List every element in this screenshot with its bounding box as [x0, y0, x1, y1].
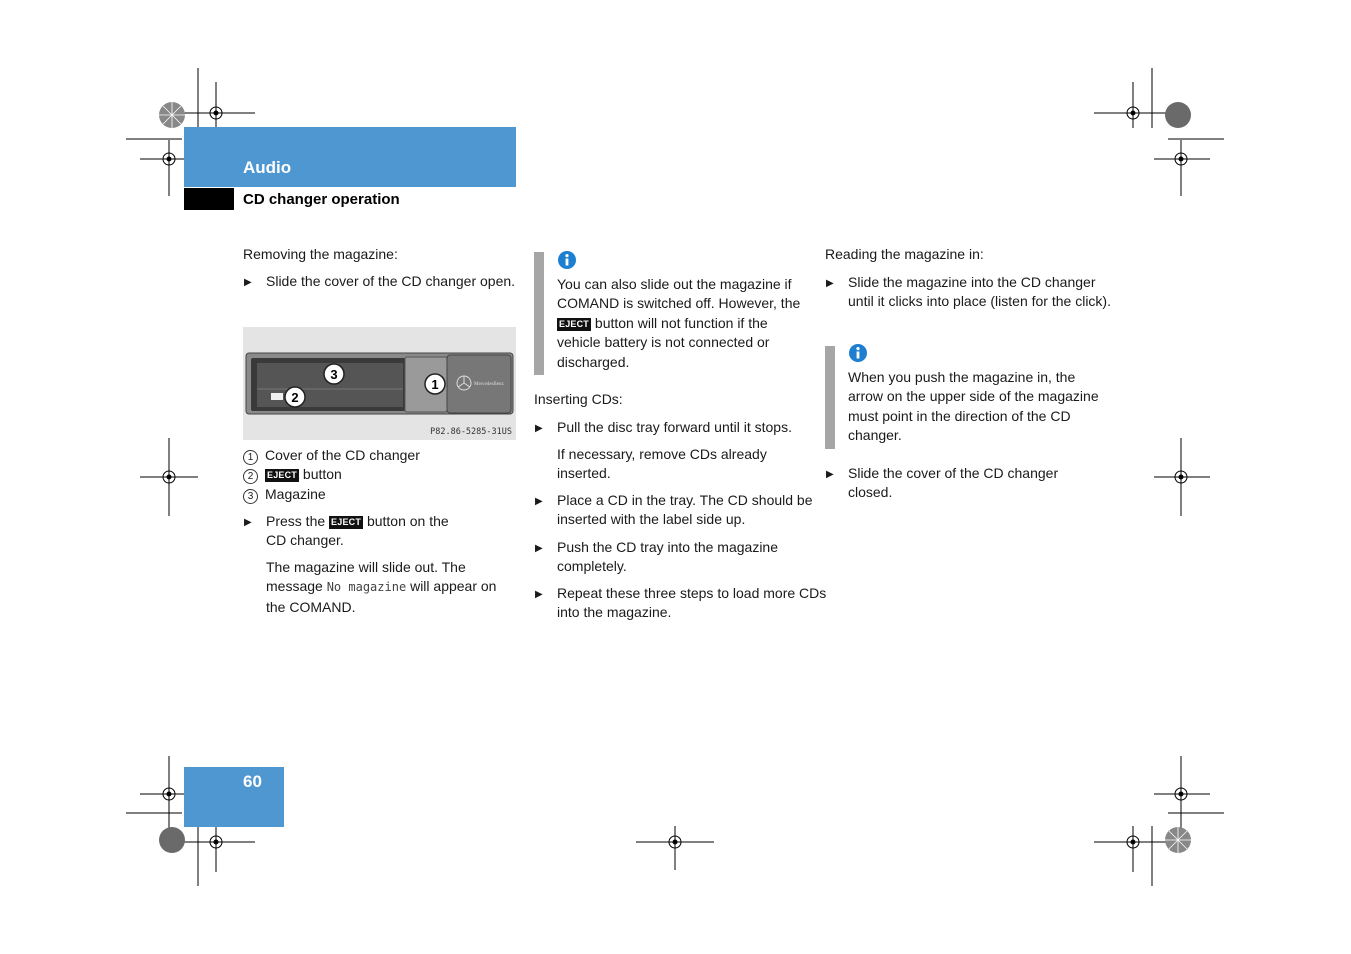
svg-text:MercedesBenz: MercedesBenz [474, 382, 504, 387]
header-marker [184, 188, 234, 210]
info-line: vehicle battery is not connected or [557, 334, 770, 351]
step2-text-line2: CD changer. [266, 532, 344, 549]
col2-step4 [534, 584, 829, 623]
info-line: You can also slide out the magazine if [557, 276, 792, 292]
cd-changer-figure [243, 327, 516, 440]
col2-step1-note: If necessary, remove CDs already inserted. [557, 446, 767, 482]
col3-step1-text: Slide the magazine into the CD changer until it clicks into place (listen for the click). [848, 274, 1111, 310]
info-line: discharged. [557, 353, 630, 370]
eject-badge: EJECT [331, 517, 362, 527]
svg-text:3: 3 [330, 367, 338, 382]
col1-step1 [243, 272, 526, 291]
info-icon [849, 344, 867, 362]
eject-badge: EJECT [559, 318, 590, 329]
col3-step2-text: Slide the cover of the CD changer closed. [848, 465, 1059, 501]
figure-code: P82.86-5285-31US [430, 427, 512, 437]
col1-result [266, 558, 516, 617]
legend-text: Cover of the CD changer [265, 447, 420, 463]
legend-item [243, 446, 513, 465]
col2-intro: Inserting CDs: [534, 391, 623, 407]
subsection-title: CD changer operation [243, 191, 400, 208]
col2-step3-text: Push the CD tray into the magazine completely. [557, 539, 779, 575]
col2-step1-text: Pull the disc tray forward until it stops. [557, 419, 792, 435]
step2-text-pre: Press the [266, 513, 326, 529]
callout-number: 3 [243, 489, 258, 504]
info-icon [558, 251, 576, 269]
col3-info-text: When you push the magazine in, the arrow on the upper side of the magazine must point in the direction of the CD changer. [848, 369, 1099, 444]
col2-info-text [557, 275, 812, 372]
cd-changer-illustration [243, 327, 516, 440]
page-number: 60 [243, 772, 262, 791]
result-pre: message [266, 578, 323, 595]
svg-text:1: 1 [431, 377, 439, 392]
col3-step2 [825, 464, 1098, 503]
page-number-box [184, 767, 284, 827]
col3-step1 [825, 273, 1123, 312]
header-band [184, 127, 516, 187]
col2-step1 [534, 418, 832, 437]
result-post: will appear on [410, 578, 497, 595]
info-bar [825, 346, 835, 449]
col2-step4-text: Repeat these three steps to load more CDs into the magazine. [557, 585, 827, 621]
legend-item [243, 465, 513, 484]
legend-item [243, 485, 513, 504]
col1-step1-text: Slide the cover of the CD changer open. [266, 273, 516, 289]
display-message: No magazine [326, 580, 407, 595]
col1-step2 [243, 512, 526, 551]
figure-legend [243, 446, 513, 504]
svg-text:2: 2 [291, 390, 299, 405]
col1-intro: Removing the magazine: [243, 246, 398, 262]
info-line: COMAND is switched off. However, the [557, 295, 801, 312]
info-bar [534, 252, 544, 375]
info-line: button will not function if the [594, 314, 768, 331]
callout-number: 1 [243, 450, 258, 465]
col2-step3 [534, 538, 817, 577]
result-line3: the COMAND. [266, 598, 356, 615]
callout-number: 2 [243, 469, 258, 484]
col2-step2-text: Place a CD in the tray. The CD should be inserted with the label side up. [557, 492, 813, 528]
result-line1: The magazine will slide out. The [266, 559, 466, 575]
step2-text-post: button on the [366, 513, 449, 529]
legend-text: Magazine [265, 485, 326, 502]
eject-badge: EJECT [267, 470, 298, 481]
col3-intro: Reading the magazine in: [825, 246, 984, 262]
col2-step2 [534, 491, 827, 530]
section-title: Audio [243, 158, 292, 177]
legend-text: button [302, 466, 342, 483]
